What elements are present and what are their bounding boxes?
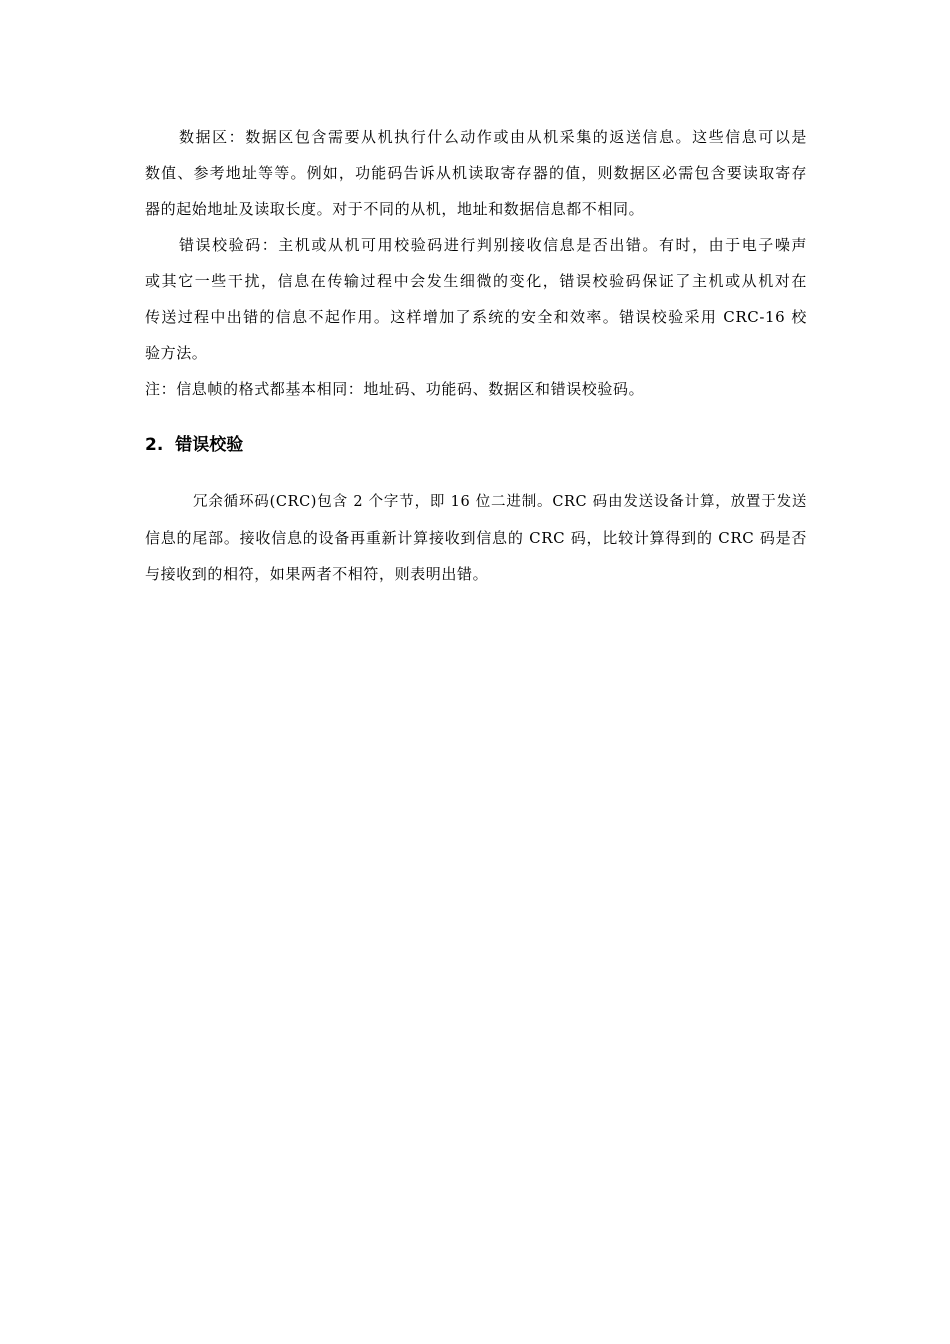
paragraph-line: 或其它一些干扰，信息在传输过程中会发生细微的变化，错误校验码保证了主机或从机对在 [145,272,807,290]
section-heading [145,430,243,460]
paragraph-line: 信息的尾部。接收信息的设备再重新计算接收到信息的 CRC 码，比较计算得到的 CRC 码是否 [145,529,807,547]
note-text: 注：信息帧的格式都基本相同：地址码、功能码、数据区和错误校验码。 [145,380,645,398]
paragraph-line: 与接收到的相符，如果两者不相符，则表明出错。 [145,565,489,583]
paragraph-line: 错误校验码：主机或从机可用校验码进行判别接收信息是否出错。有时，由于电子噪声 [179,236,807,254]
data-area-paragraph [145,119,807,227]
paragraph-line: 数值、参考地址等等。例如，功能码告诉从机读取寄存器的值，则数据区必需包含要读取寄存 [145,164,807,182]
paragraph-line: 数据区：数据区包含需要从机执行什么动作或由从机采集的返送信息。这些信息可以是 [179,128,807,146]
paragraph-line: 验方法。 [145,344,208,362]
paragraph-line: 器的起始地址及读取长度。对于不同的从机，地址和数据信息都不相同。 [145,200,645,218]
crc-paragraph [145,484,807,592]
paragraph-line: 传送过程中出错的信息不起作用。这样增加了系统的安全和效率。错误校验采用 CRC-16 校 [145,308,807,326]
paragraph-line: 冗余循环码(CRC)包含 2 个字节，即 16 位二进制。CRC 码由发送设备计算，放置于发送 [193,494,807,510]
section-number: 2. [145,435,164,455]
error-check-paragraph [145,227,807,371]
section-title: 错误校验 [175,435,244,455]
note-paragraph [145,371,807,407]
